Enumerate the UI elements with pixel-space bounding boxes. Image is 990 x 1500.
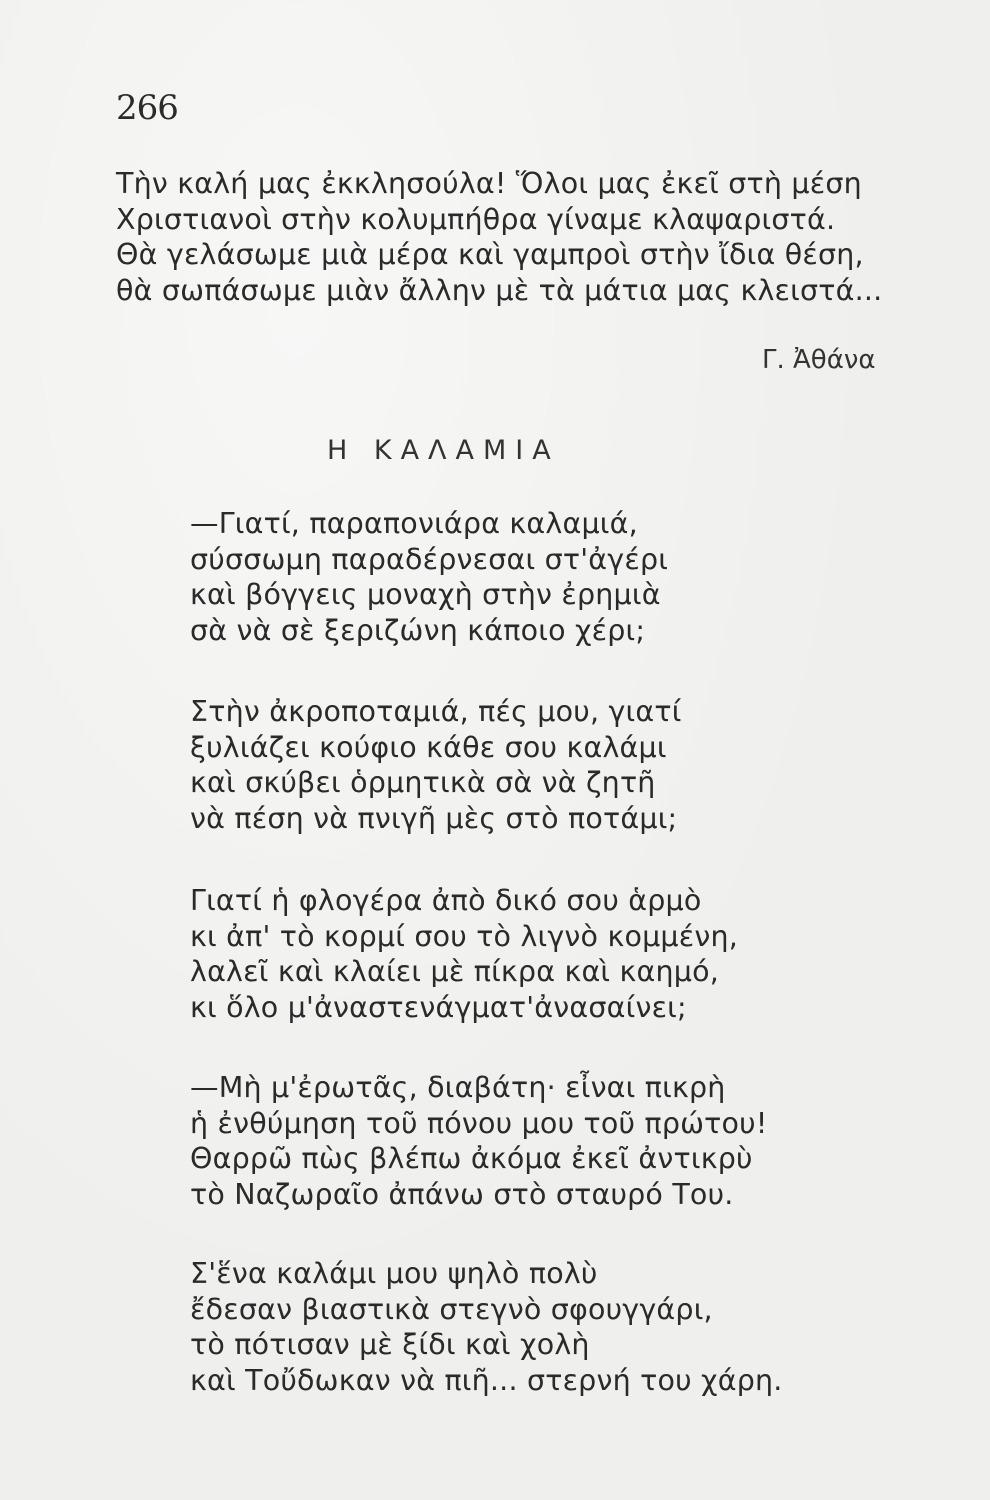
poem-line: —Μὴ μ'ἐρωτᾶς, διαβάτη· εἶναι πικρὴ xyxy=(190,1071,726,1104)
poem-line: ἡ ἐνθύμηση τοῦ πόνου μου τοῦ πρώτου! xyxy=(190,1106,768,1140)
poem-line: σύσσωμη παραδέρνεσαι στ'ἀγέρι xyxy=(190,542,669,576)
poem-line: Θὰ γελάσωμε μιὰ μέρα καὶ γαμπροὶ στὴν ἴδια θέση, xyxy=(116,238,864,271)
poem-line: —Γιατί, παραπονιάρα καλαμιά, xyxy=(190,507,638,540)
poem-line: τὸ πότισαν μὲ ξίδι καὶ χολὴ xyxy=(190,1328,590,1361)
stanza-1 xyxy=(190,506,668,648)
stanza-3 xyxy=(190,883,738,1025)
poem-line: κι ἀπ' τὸ κορμί σου τὸ λιγνὸ κομμένη, xyxy=(190,919,738,953)
poem-line: Τὴν καλή μας ἐκκλησούλα! Ὅλοι μας ἐκεῖ στὴ μέση xyxy=(116,167,862,200)
poem-line: τὸ Ναζωραῖο ἀπάνω στὸ σταυρό Του. xyxy=(190,1177,734,1211)
stanza-2 xyxy=(190,694,682,836)
page-number: 266 xyxy=(116,88,178,128)
previous-poem-ending xyxy=(116,166,882,308)
author-signature: Γ. Ἀθάνα xyxy=(762,345,876,375)
poem-line: Θαρρῶ πὼς βλέπω ἀκόμα ἐκεῖ ἀντικρὺ xyxy=(190,1142,753,1175)
poem-line: Σ'ἕνα καλάμι μου ψηλὸ πολὺ xyxy=(190,1257,598,1290)
poem-line: ξυλιάζει κούφιο κάθε σου καλάμι xyxy=(190,730,667,764)
poem-line: καὶ βόγγεις μοναχὴ στὴν ἐρημιὰ xyxy=(190,578,661,611)
poem-line: λαλεῖ καὶ κλαίει μὲ πίκρα καὶ καημό, xyxy=(190,955,720,988)
poem-line: νὰ πέση νὰ πνιγῆ μὲς στὸ ποτάμι; xyxy=(190,801,678,835)
poem-line: ἔδεσαν βιαστικὰ στεγνὸ σφουγγάρι, xyxy=(190,1292,713,1326)
poem-line: θὰ σωπάσωμε μιὰν ἄλλην μὲ τὰ μάτια μας κλειστά... xyxy=(116,273,883,307)
stanza-4 xyxy=(190,1070,768,1212)
poem-line: καὶ σκύβει ὁρμητικὰ σὰ νὰ ζητῆ xyxy=(190,766,656,799)
poem-line: κι ὅλο μ'ἀναστενάγματ'ἀνασαίνει; xyxy=(190,990,687,1024)
poem-line: Χριστιανοὶ στὴν κολυμπήθρα γίναμε κλαψαριστά. xyxy=(116,202,836,236)
poem-title: Η ΚΑΛΑΜΙΑ xyxy=(327,435,560,466)
stanza-5 xyxy=(190,1256,783,1398)
poem-line: Στὴν ἀκροποταμιά, πές μου, γιατί xyxy=(190,695,682,728)
poem-line: σὰ νὰ σὲ ξεριζώνη κάποιο χέρι; xyxy=(190,613,646,647)
poem-line: καὶ Τοὔδωκαν νὰ πιῆ... στερνή του χάρη. xyxy=(190,1363,783,1397)
poem-line: Γιατί ἡ φλογέρα ἀπὸ δικό σου ἁρμὸ xyxy=(190,884,702,917)
